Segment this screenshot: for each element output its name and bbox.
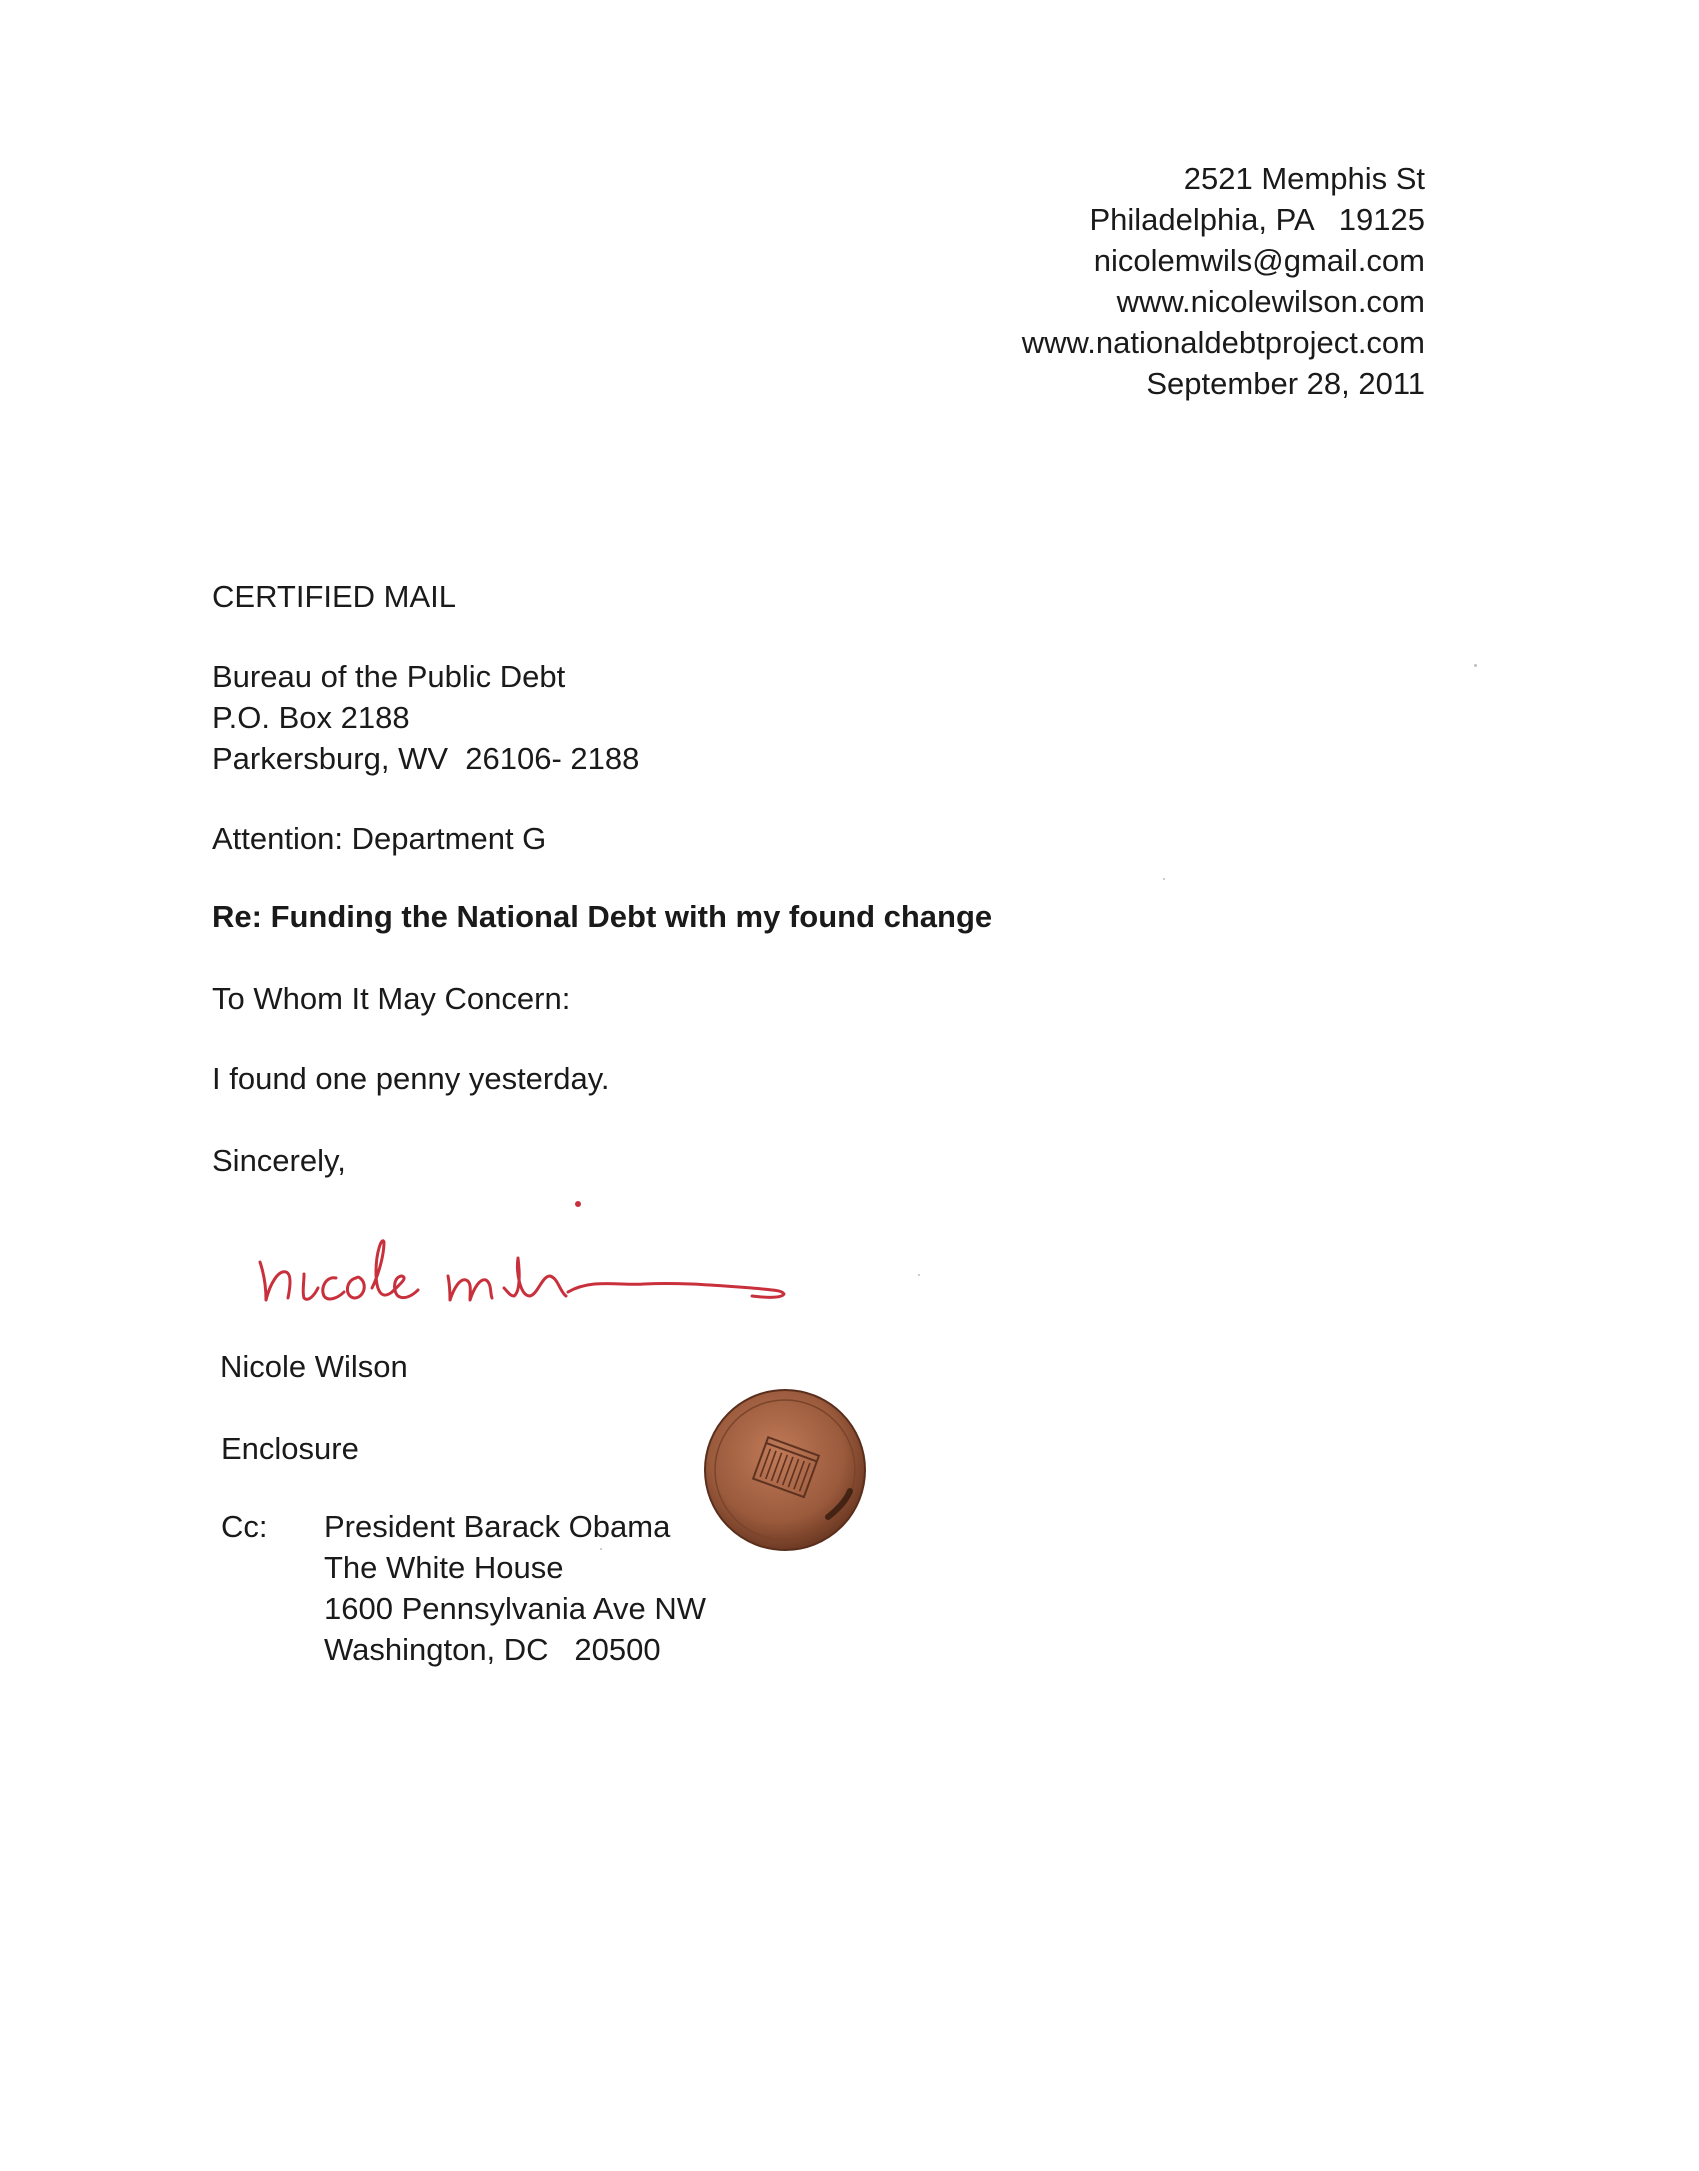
letter-body: I found one penny yesterday.: [212, 1061, 610, 1096]
scan-speck: [1474, 664, 1477, 667]
sender-city-state-zip: Philadelphia, PA 19125: [1089, 202, 1425, 237]
scan-speck: [1163, 878, 1165, 880]
sender-email: nicolemwils@gmail.com: [1093, 243, 1425, 278]
closing: Sincerely,: [212, 1143, 346, 1178]
cc-org: The White House: [324, 1550, 564, 1585]
cc-city-state-zip: Washington, DC 20500: [324, 1632, 661, 1667]
scan-speck: [918, 1274, 920, 1276]
cc-name: President Barack Obama: [324, 1509, 671, 1544]
recipient-name: Bureau of the Public Debt: [212, 659, 566, 694]
penny-coin: [700, 1385, 870, 1555]
attention-line: Attention: Department G: [212, 821, 547, 856]
cc-label: Cc:: [221, 1509, 268, 1544]
sender-website-personal: www.nicolewilson.com: [1116, 284, 1425, 319]
subject-line: Re: Funding the National Debt with my found change: [212, 899, 993, 934]
handwritten-signature: [252, 1192, 822, 1322]
salutation: To Whom It May Concern:: [212, 981, 571, 1016]
enclosure-notation: Enclosure: [221, 1431, 359, 1466]
letter-date: September 28, 2011: [1146, 366, 1425, 401]
sender-website-project: www.nationaldebtproject.com: [1021, 325, 1425, 360]
sender-address-block: [1022, 158, 1425, 404]
signer-name: Nicole Wilson: [220, 1349, 408, 1384]
cc-address-block: [324, 1506, 706, 1670]
mail-type: CERTIFIED MAIL: [212, 579, 457, 614]
scan-speck: [600, 1548, 602, 1550]
recipient-city-state-zip: Parkersburg, WV 26106- 2188: [212, 741, 640, 776]
recipient-address-block: [212, 656, 639, 779]
sender-street: 2521 Memphis St: [1183, 161, 1425, 196]
recipient-po-box: P.O. Box 2188: [212, 700, 410, 735]
cc-street: 1600 Pennsylvania Ave NW: [324, 1591, 706, 1626]
